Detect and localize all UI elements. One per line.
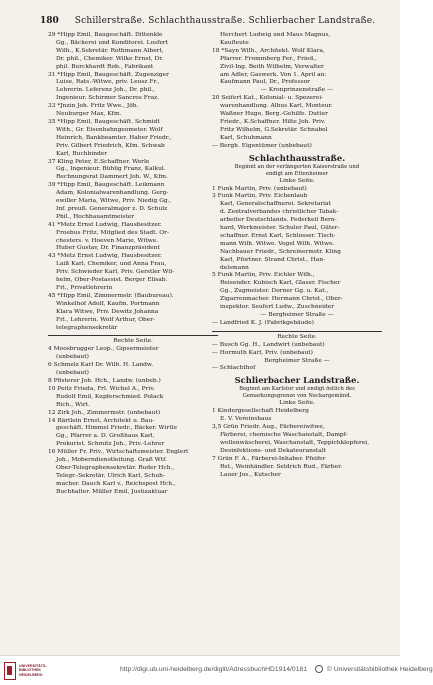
directory-line: Reisender. Kubisch Karl, Glaser. Fischer — [220, 280, 341, 287]
directory-line: Buchhalter. Müller Emil, Justizaktuar — [56, 488, 168, 495]
source-url-link[interactable]: http://digi.ub.uni-heidelberg.de/diglit/AdressbuchHD1914/0181 — [120, 665, 308, 673]
directory-line: — Kronprinzenstraße — — [261, 87, 333, 94]
directory-line: Adam, Kolonialwarenhandlung. Gerg- — [56, 190, 169, 197]
directory-line: 39 *Hipp Emil, Baugeschäft. Leikmann — [48, 182, 165, 189]
directory-line: 5 Funk Martin, Priv. Eichler Wilh., — [212, 272, 315, 279]
directory-line: Rich., Wirt. — [56, 401, 90, 408]
directory-line: d. Zentralverbandes christlicher Tabak- — [220, 209, 339, 216]
page-title: Schillerstraße. Schlachthausstraße. Schlierbacher Landstraße. — [74, 16, 376, 26]
directory-line: 37 Kling Peter, E.Schaffner. Werle — [48, 158, 150, 165]
logo-line-2: BIBLIOTHEK — [19, 668, 41, 673]
right-column — [212, 32, 382, 479]
logo-line-3: HEIDELBERG — [19, 672, 43, 677]
page-header — [40, 13, 385, 29]
directory-line: helm, Ober-Postassist. Berger Elisab. — [56, 277, 168, 284]
directory-line: warenhandlung. Albus Karl, Monteur. — [220, 103, 333, 110]
page-number: 180 — [40, 16, 59, 26]
directory-line: 1 Kindergesellschaft Heidelberg — [212, 408, 309, 415]
directory-line: 18 *Sayn Wilh., Architekt. Wolf Klara, — [212, 47, 325, 54]
directory-line: phil. Burckhardt Rob., Fabrikant — [56, 63, 154, 70]
directory-line: (unbebaut) — [56, 370, 89, 377]
logo-text — [19, 664, 47, 677]
directory-line: Lauer Jos., Kutscher — [220, 471, 281, 478]
directory-line: Zivil-Ing. Beith Wilhelm, Verwalter — [220, 63, 324, 70]
directory-line: 20 Seifert Kat., Kolonial- u. Spezerei- — [212, 95, 324, 102]
directory-line: 8 Pfisterer Joh. Hch., Landw. (unbeb.) — [48, 377, 161, 384]
directory-line: Luise, Rats.-Witwe, priv. Leusz Fr., — [56, 79, 160, 86]
directory-line: 12 Zirk Joh., Zimmermstr. (unbebaut) — [48, 409, 161, 416]
directory-line: macher. Dauch Karl v., Reichspost Hch., — [56, 480, 176, 487]
section-divider — [48, 335, 218, 336]
directory-line: Laiß Karl, Chemiker, und Anna Frau, — [56, 261, 167, 268]
directory-line: Rechte Seite. — [277, 333, 317, 340]
street-heading: Schlierbacher Landstraße. — [234, 375, 360, 386]
directory-line: wollenwäscherei, Waschanstalt, Teppichklopferei, — [220, 439, 370, 446]
directory-line: Phil., Hochbauamtmeister — [56, 213, 135, 220]
directory-line: 1 Funk Martin, Priv. (unbebaut) — [212, 185, 307, 192]
directory-line: Rst., Weinhändler. Seldrich Rud., Färber. — [220, 463, 343, 470]
directory-line: — Schlachthof — [212, 365, 256, 372]
directory-line: Karl, Schuhmann — [220, 134, 272, 141]
directory-line: Priv. Schwieder Karl, Priv. Gerstler Wil- — [56, 269, 175, 276]
directory-line: chesters. v. Hoeven Marie, Witwe. — [56, 237, 159, 244]
directory-line: Rechnungsrat Dammert Joh. W., Kfm. — [56, 174, 168, 181]
directory-line: telegraphensekretär — [56, 324, 118, 331]
directory-line: 31 *Hipp Emil, Baugeschäft. Zugenziger — [48, 71, 169, 78]
directory-line: Bergheimer Straße — — [264, 357, 330, 364]
directory-line: 3,5 Grün Friedr. Aug., Färbereiwitwe, — [212, 424, 325, 431]
directory-line: Nachbauer Friedr., Schreinermstr. Kling — [220, 248, 341, 255]
directory-line: Klara Witwe, Priv. Dewitz Johanna — [56, 308, 159, 315]
directory-line: — Landfried K. J. (Fabrikgebäude) — [212, 319, 314, 326]
directory-line: Joh., Moberndienstleitung. Graß Wtf. — [56, 457, 167, 464]
directory-line: 7 Grün F. A., Färberei-Inhaber. Pfeifer — [212, 455, 326, 462]
directory-line: — Bergh. Eigentümer (unbebaut) — [212, 142, 312, 149]
directory-line: Neuburger Max, Kfm. — [56, 111, 122, 118]
directory-line: Desinfektions- und Dekateuranstalt — [220, 447, 327, 454]
directory-line: endigt am Ettenheimer — [265, 170, 329, 177]
directory-line: Telegr.-Sekretär. Ulrich Karl, Schuh- — [56, 472, 165, 479]
directory-line: (unbebaut) — [56, 354, 89, 361]
directory-line: inspektor. Seufert Ludw., Zuschneider — [220, 304, 335, 311]
directory-line: Gg., Pfarrer a. D. Großhaus Karl, — [56, 433, 155, 440]
directory-line: Ober-Telegraphensekretär. Ruder Hch., — [56, 464, 175, 471]
directory-line: Gg., Zugmeister. Dorner Gg. u. Kat., — [220, 288, 329, 295]
directory-line: Rechte Seite. — [113, 338, 153, 345]
directory-line: 45 *Hipp Emil, Zimmermstr. (Baubureau). — [48, 292, 174, 299]
directory-line: Prokurist. Schmitz Joh., Priv.-Lehrer — [56, 441, 165, 448]
directory-line: 4 Moosbrugger Leop., Gipsermeister — [48, 346, 159, 353]
directory-line: Priv. Gilbert Friedrich, Kfm. Schwab — [56, 142, 165, 149]
directory-line: Kaufmann Paul, Dr., Professor — [220, 79, 310, 86]
directory-line: 3 Funk Martin, Priv. Eichenlaub — [212, 193, 308, 200]
directory-line: Gg., Ingenieur. Bühlig Franz, Kalkul. — [56, 166, 166, 173]
directory-line: Herchert Ludwig und Maus Magnus, — [220, 32, 331, 38]
directory-line: Froebus Fritz, Mitglied des Stadt. Or- — [56, 229, 169, 236]
directory-line: geschäft. Himmel Friedr., Bäcker. Wirtle — [56, 425, 177, 432]
directory-line: Karl, Generalschaffnerei. Sekretariat — [220, 201, 331, 208]
directory-line: E. V. Vereinshaus — [220, 416, 272, 423]
directory-line: — Bergheimer Straße — — [260, 312, 334, 318]
directory-line: Lehrerin. Leferenz Joh., Dr. phil., — [56, 87, 155, 94]
directory-line: 33 *Jnzin Joh. Fritz Wwe., Jöh. — [48, 103, 139, 110]
directory-line: Frl., Lehrerin. Wolf Arthur, Ober- — [56, 316, 156, 323]
footer-bar — [0, 655, 433, 685]
directory-line: 14 Bärtlein Ernst, Architekt u. Bau- — [48, 417, 155, 424]
directory-line: 29 *Hipp Emil, Baugeschäft. Dittenkle — [48, 32, 163, 38]
directory-line: 43 *Metz Ernst Ludwig, Hausbesitzer. — [48, 253, 162, 260]
directory-line: Pfarrer. Frommberg Fer., Fried., — [220, 55, 317, 62]
directory-line: Waßner Hugo, Berg.-Gehilfe. Dutter — [220, 111, 328, 118]
directory-line: 35 *Hipp Emil, Baugeschäft. Schmidt — [48, 118, 160, 125]
section-divider — [212, 331, 382, 332]
directory-line: Dr. phil., Chemiker. Wilke Ernst, Dr. — [56, 55, 164, 62]
directory-line: delsmann — [220, 264, 249, 271]
directory-line: — Busch Gg. H., Landwirt (unbebaut) — [212, 341, 325, 348]
directory-line: Linke Seite. — [279, 400, 315, 407]
logo-line-1: UNIVERSITÄTS- — [19, 663, 47, 668]
directory-line: am Adler, Gaswerk. Von 1. April an: — [220, 71, 327, 78]
copyright-icon — [315, 665, 323, 673]
directory-line: 41 *Metz Ernst Ludwig, Hausbesitzer. — [48, 221, 162, 228]
directory-line: Gemarkungsgrenze von Neckargemünd. — [242, 393, 352, 400]
license-text: © Universitätsbibliothek Heidelberg — [326, 665, 433, 673]
directory-line: Beginnt am Karlstor und endigt östlich des — [239, 386, 355, 393]
directory-line: Zigarrenmacher. Hermann Christ., Ober- — [220, 296, 343, 303]
directory-line: Färberei, chemische Waschanstalt, Dampf- — [220, 431, 348, 438]
directory-line: Inf. preuß. Generalmajor z. D. Schulz — [56, 205, 168, 212]
directory-line: Wilh., K.Sekretär. Rothmann Albert, — [56, 47, 164, 54]
directory-line: Fritz Wilhelm, G.Sekretär. Schnabel — [220, 126, 328, 133]
directory-line: Karl, Buchbinder — [56, 150, 108, 157]
directory-line: ewiller Maria, Witwe, Priv. Niedig Gg., — [56, 198, 172, 205]
directory-line: — Hormuth Karl, Priv. (unbebaut) — [212, 349, 313, 356]
directory-line: Kaufleute — [220, 39, 249, 46]
directory-line: Karl, Pfortner. Strand Christ., Han- — [220, 256, 326, 263]
directory-line: Rudolf Emil, Kupferschmied. Polack — [56, 393, 164, 400]
directory-line: Frl., Privatlehrerin — [56, 285, 113, 291]
directory-line: 6 Schmelz Karl Dr. Wilh. H. Landw. — [48, 362, 154, 369]
directory-line: Friedr., K.Schaffner. Hilte Joh. Priv. — [220, 118, 326, 125]
directory-line: mann Wilh. Witwe. Vogel Wilh. Witwe. — [220, 240, 335, 247]
directory-line: With., Gr. Eisenbahngeometer. Wolf — [56, 126, 163, 133]
directory-line: hard, Werkmeister. Schuler Paul, Güter- — [220, 225, 340, 232]
directory-line: Heinrich, Bankbeamter. Haber Friedr., — [56, 134, 172, 141]
footer-url-line — [120, 665, 433, 673]
directory-line: Huber Gustav, Dr. Finanzpräsident — [56, 245, 160, 252]
directory-line: arbeiter Deutschlands. Federkeil Bern- — [220, 217, 337, 224]
directory-line: Linke Seite. — [279, 177, 315, 184]
street-heading: Schlachthausstraße. — [248, 152, 346, 163]
directory-line: schaffner. Ernst Karl, Schlosser. Tisch- — [220, 232, 336, 239]
directory-line: Beginnt an der verlängerten Kaiserstraße und — [234, 163, 360, 170]
directory-line: Winkelhof Adolf, Kaufm. Portmann — [56, 300, 160, 307]
library-logo[interactable] — [4, 660, 50, 681]
directory-line: 10 Peitz Frieda, Frl. Wichel A., Priv. — [48, 385, 155, 392]
university-seal-icon — [4, 662, 16, 680]
directory-line: Ingenieur. Schirmer Sancros Fraz. — [56, 95, 160, 102]
directory-line: 16 Müller Fr. Priv., Wirtschaftsmeister. Englert — [48, 449, 189, 456]
directory-line: Gg., Bäckerei und Konditorei. Losfert — [56, 39, 168, 46]
left-column — [48, 32, 218, 497]
